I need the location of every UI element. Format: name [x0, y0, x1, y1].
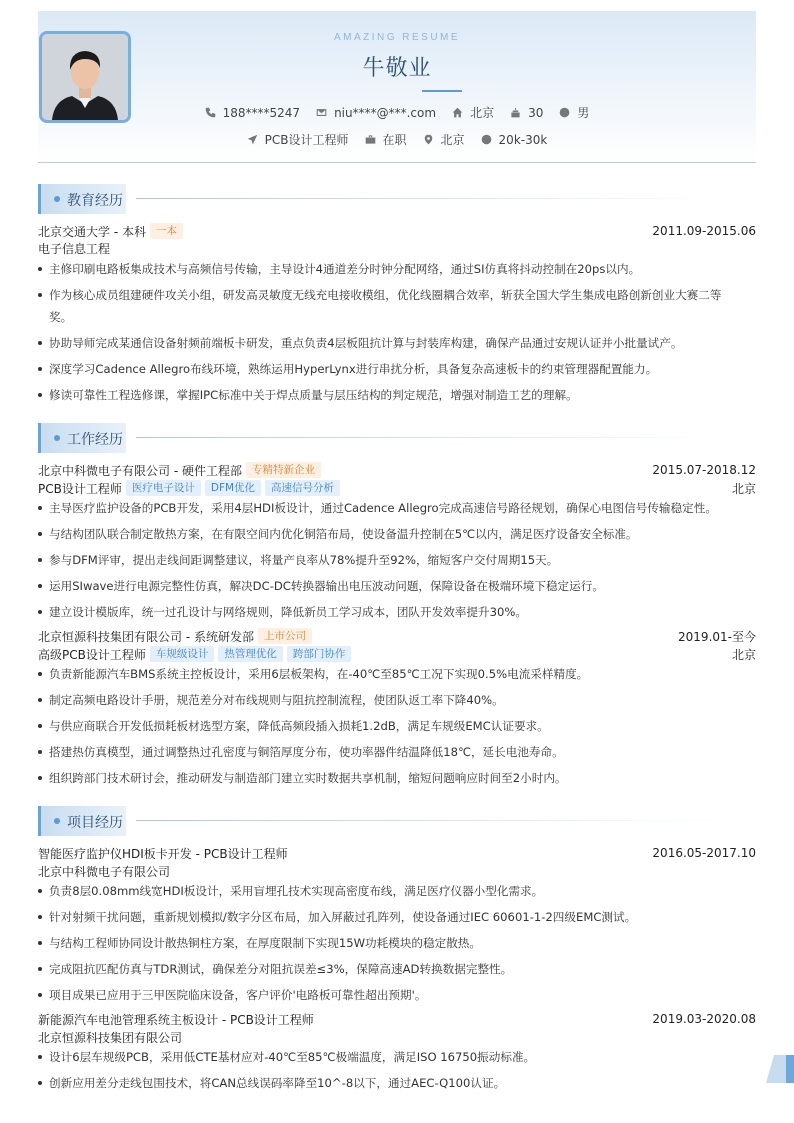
school-name: 北京交通大学 - 本科: [38, 224, 146, 239]
section-title: 工作经历: [67, 432, 123, 448]
age-text: 30: [528, 105, 544, 120]
email-icon: [316, 107, 327, 118]
work-entry-header: [38, 627, 756, 645]
user-face-icon: [559, 107, 570, 118]
company-name: 北京中科微电子有限公司 - 硬件工程部: [38, 463, 242, 478]
contact-info-row: [38, 104, 756, 121]
work-date: 2019.01-至今: [678, 629, 756, 644]
section-title: 项目经历: [67, 815, 123, 831]
gender-text: 男: [577, 106, 590, 120]
section-divider: [136, 820, 726, 821]
education-entry-header: [38, 222, 756, 240]
location-pin-icon: [423, 134, 434, 145]
project-company: 北京中科微电子有限公司: [38, 864, 171, 879]
email-item: [316, 106, 436, 120]
work-date: 2015.07-2018.12: [652, 463, 756, 477]
skill-tag: 医疗电子设计: [126, 480, 201, 496]
project-title: 新能源汽车电池管理系统主板设计 - PCB设计工程师: [38, 1012, 314, 1027]
candidate-name: 牛敬业: [362, 56, 432, 81]
phone-item: [205, 106, 300, 120]
skill-tag: 高速信号分析: [265, 480, 340, 496]
name-underline: [422, 90, 462, 92]
city-item: [423, 131, 465, 148]
phone-text: 188****5247: [222, 105, 301, 120]
status-text: 在职: [382, 133, 407, 147]
list-item: 主修印刷电路板集成技术与高频信号传输，主导设计4通道差分时钟分配网络，通过SI仿真将抖动控制在20ps以内。: [38, 256, 756, 282]
section-divider: [136, 437, 726, 438]
company-tag: 专精特新企业: [246, 462, 321, 478]
gender-item: [559, 104, 589, 121]
company-name: 北京恒源科技集团有限公司 - 系统研发部: [38, 629, 254, 644]
list-item: 主导医疗监护设备的PCB开发，采用4层HDI板设计，通过Cadence Allegro完成高速信号路径规划，确保心电图信号传输稳定性。: [38, 495, 756, 521]
position-text: PCB设计工程师: [264, 133, 349, 147]
list-item: 与供应商联合开发低损耗板材选型方案，降低高频段插入损耗1.2dB，满足车规级EMC认证要求。: [38, 713, 756, 739]
skill-tag: 跨部门协作: [287, 646, 352, 662]
money-icon: [481, 134, 492, 145]
position-item: [247, 131, 349, 148]
work-section-header: [38, 423, 756, 453]
list-item: 组织跨部门技术研讨会，推动研发与制造部门建立实时数据共享机制，缩短问题响应时间至2小时内。: [38, 765, 756, 791]
list-item-continuation: 奖。: [49, 310, 73, 324]
resume-tagline: AMAZING RESUME: [333, 32, 461, 43]
project-date: 2019.03-2020.08: [652, 1012, 756, 1026]
education-date: 2011.09-2015.06: [652, 224, 756, 238]
company-tag: 上市公司: [258, 628, 312, 644]
project-section-header: [38, 806, 756, 836]
list-item: 与结构团队联合制定散热方案，在有限空间内优化铜箔布局，使设备温升控制在5℃以内，满足医疗设备安全标准。: [38, 521, 756, 547]
home-icon: [452, 107, 463, 118]
section-dot-icon: [54, 818, 60, 824]
project-title: 智能医疗监护仪HDI板卡开发 - PCB设计工程师: [38, 846, 288, 861]
skill-tag: DFM优化: [205, 480, 261, 496]
project-date: 2016.05-2017.10: [652, 846, 756, 860]
school-tag: 一本: [150, 223, 183, 239]
section-title: 教育经历: [67, 193, 123, 209]
section-dot-icon: [54, 196, 60, 202]
job-info-row: [38, 131, 756, 148]
age-item: [510, 106, 543, 120]
list-item: 创新应用差分走线包围技术，将CAN总线误码率降至10^-8以下，通过AEC-Q100认证。: [38, 1070, 756, 1096]
hometown-text: 北京: [470, 106, 495, 120]
skill-tag: 热管理优化: [218, 646, 283, 662]
role-name: 高级PCB设计工程师: [38, 647, 146, 662]
hometown-item: [452, 104, 494, 121]
cake-icon: [510, 107, 521, 118]
major-name: 电子信息工程: [38, 241, 111, 256]
salary-text: 20k-30k: [498, 132, 548, 147]
list-item: 建立设计模版库，统一过孔设计与网络规则，降低新员工学习成本，团队开发效率提升30%。: [38, 599, 756, 625]
list-item: 修读可靠性工程选修课，掌握IPC标准中关于焊点质量与层压结构的判定规范，增强对制造工艺的理解。: [38, 382, 756, 408]
list-item: 完成阻抗匹配仿真与TDR测试，确保差分对阻抗误差≤3%，保障高速AD转换数据完整性。: [38, 956, 756, 982]
salary-item: [481, 133, 548, 147]
page-corner-decoration: [766, 1055, 794, 1083]
resume-header: [38, 11, 756, 163]
list-item: 运用SIwave进行电源完整性仿真，解决DC-DC转换器输出电压波动问题，保障设备在极端环境下稳定运行。: [38, 573, 756, 599]
phone-icon: [205, 107, 216, 118]
status-item: [365, 131, 407, 148]
list-item: 制定高频电路设计手册，规范差分对布线规则与阻抗控制流程，使团队返工率下降40%。: [38, 687, 756, 713]
work-location: 北京: [731, 647, 756, 662]
list-item: 搭建热仿真模型，通过调整热过孔密度与铜箔厚度分布，使功率器件结温降低18℃，延长电池寿命。: [38, 739, 756, 765]
list-item: 负责新能源汽车BMS系统主控板设计，采用6层板架构，在-40℃至85℃工况下实现0.5%电流采样精度。: [38, 661, 756, 687]
work-entry-header: [38, 461, 756, 479]
section-dot-icon: [54, 435, 60, 441]
list-item: 参与DFM评审，提出走线间距调整建议，将量产良率从78%提升至92%，缩短客户交付周期15天。: [38, 547, 756, 573]
education-section-header: [38, 184, 756, 214]
role-name: PCB设计工程师: [38, 481, 122, 496]
send-icon: [247, 134, 258, 145]
list-item: 针对射频干扰问题，重新规划模拟/数字分区布局，加入屏蔽过孔阵列，使设备通过IEC 60601-1-2四级EMC测试。: [38, 904, 756, 930]
briefcase-icon: [365, 134, 376, 145]
project-entry-header: [38, 844, 756, 862]
city-text: 北京: [440, 133, 465, 147]
list-item: 负责8层0.08mm线宽HDI板设计，采用盲埋孔技术实现高密度布线，满足医疗仪器小型化需求。: [38, 878, 756, 904]
skill-tag: 车规级设计: [150, 646, 215, 662]
education-major-row: [38, 239, 756, 257]
list-item: 设计6层车规级PCB，采用低CTE基材应对-40℃至85℃极端温度，满足ISO 16750振动标准。: [38, 1044, 756, 1070]
list-item: 项目成果已应用于三甲医院临床设备，客户评价'电路板可靠性超出预期'。: [38, 982, 756, 1008]
project-company: 北京恒源科技集团有限公司: [38, 1030, 183, 1045]
list-item: 作为核心成员组建硬件攻关小组，研发高灵敏度无线充电接收模组，优化线圈耦合效率，斩获全国大学生集成电路创新创业大赛二等: [38, 282, 756, 308]
list-item: 协助导师完成某通信设备射频前端板卡研发，重点负责4层板阻抗计算与封装库构建，确保产品通过安规认证并小批量试产。: [38, 330, 756, 356]
list-item: 深度学习Cadence Allegro布线环境，熟练运用HyperLynx进行串扰分析，具备复杂高速板卡的约束管理器配置能力。: [38, 356, 756, 382]
section-divider: [136, 198, 726, 199]
project-entry-header: [38, 1010, 756, 1028]
list-item: 与结构工程师协同设计散热铜柱方案，在厚度限制下实现15W功耗模块的稳定散热。: [38, 930, 756, 956]
email-text: niu****@***.com: [334, 105, 437, 120]
work-location: 北京: [731, 481, 756, 496]
